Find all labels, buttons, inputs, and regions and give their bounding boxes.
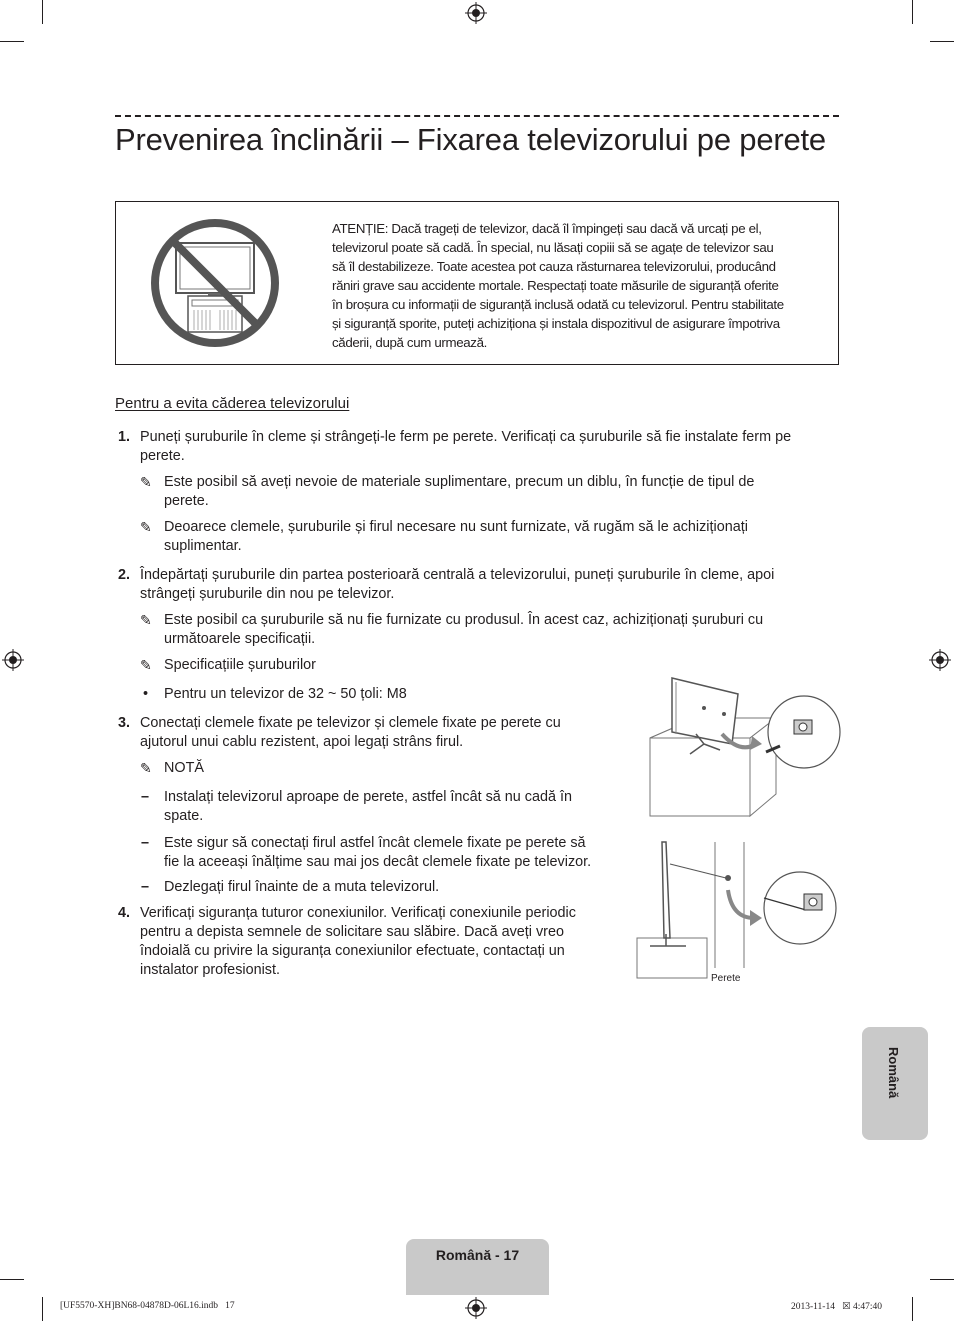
step-number: 2.	[118, 567, 131, 583]
step-text	[140, 428, 840, 466]
crop-mark	[930, 1279, 954, 1280]
note-icon: ✎	[140, 474, 152, 490]
footer-timestamp: 2013-11-14 ☒ 4:47:40	[791, 1302, 883, 1312]
dash-text	[164, 878, 624, 897]
crop-mark	[42, 1297, 43, 1321]
warning-line: televizorul poate să cadă. În special, nu lăsați copiii să se agațe de televizor sau	[332, 240, 774, 255]
registration-mark-icon	[465, 2, 487, 24]
step-number: 1.	[118, 429, 131, 445]
step-line: instalator profesionist.	[140, 962, 280, 978]
note-text	[164, 473, 844, 511]
dash-icon: –	[141, 835, 150, 851]
crop-mark	[42, 0, 43, 24]
crop-mark	[930, 41, 954, 42]
page-number: Română - 17	[435, 1247, 520, 1263]
note-label: NOTĂ	[164, 760, 204, 776]
step-line: pentru a depista semnele de solicitare sau slăbire. Dacă aveți vreo	[140, 924, 564, 940]
dash-line: fie la aceeași înălțime sau mai jos decât clemele fixate pe televizor.	[164, 854, 592, 870]
bullet-icon: •	[143, 686, 149, 702]
crop-mark	[912, 0, 913, 24]
language-side-tab	[862, 1027, 928, 1140]
section-heading: Pentru a evita căderea televizorului	[115, 395, 350, 412]
note-line: Specificațiile șuruburilor	[164, 657, 316, 673]
warning-line: căderii, după cum urmează.	[332, 335, 487, 350]
step-number: 4.	[118, 905, 131, 921]
note-line: suplimentar.	[164, 538, 242, 554]
step-line: Verificați siguranța tuturor conexiunilor. Verificați conexiunile periodic	[140, 905, 576, 921]
warning-line: în broșura cu informații de siguranță inclusă odată cu televizorul. Pentru stabilitate	[332, 297, 784, 312]
step-text	[140, 904, 610, 980]
step-line: Îndepărtați șuruburile din partea posterioară centrală a televizorului, puneți șuruburile în cleme, apoi	[140, 567, 775, 583]
note-line: Deoarece clemele, șuruburile și firul necesare nu sunt furnizate, vă rugăm să le achiziționați	[164, 519, 748, 535]
dash-icon: –	[141, 879, 150, 895]
dash-text	[164, 834, 624, 872]
step-text	[140, 566, 840, 604]
dash-line: spate.	[164, 808, 204, 824]
note-icon: ✎	[140, 612, 152, 628]
registration-mark-icon	[2, 649, 24, 671]
note-line: următoarele specificații.	[164, 631, 316, 647]
warning-line: și siguranță sporite, puteți achiziționa și instala dispozitivul de asigurare împotriva	[332, 316, 780, 331]
bullet-text: Pentru un televizor de 32 ~ 50 țoli: M8	[164, 686, 407, 702]
warning-text	[332, 219, 820, 352]
language-side-tab-label: Română	[886, 1047, 901, 1099]
note-text	[164, 518, 844, 556]
no-tipping-illustration-icon	[148, 216, 282, 350]
dash-line: Dezlegați firul înainte de a muta televizorul.	[164, 879, 440, 895]
figure-caption: Perete	[711, 973, 741, 984]
note-text	[164, 611, 844, 649]
crop-mark	[0, 1279, 24, 1280]
warning-line: răniri grave sau accidente mortale. Respectați toate măsurile de siguranță oferite	[332, 278, 779, 293]
note-line: perete.	[164, 493, 209, 509]
title-rule	[115, 115, 839, 117]
note-icon: ✎	[140, 760, 152, 776]
step-line: Puneți șuruburile în cleme și strângeți-le ferm pe perete. Verificați ca șuruburile să fie instalate ferm pe	[140, 429, 792, 445]
step-line: perete.	[140, 448, 185, 464]
dash-line: Instalați televizorul aproape de perete, astfel încât să nu cadă în	[164, 789, 572, 805]
footer-file-info: [UF5570-XH]BN68-04878D-06L16.indb 17	[60, 1301, 235, 1311]
step-number: 3.	[118, 715, 131, 731]
wall-mount-illustration-icon	[636, 838, 842, 980]
step-line: ajutorul unui cablu rezistent, apoi legați strâns firul.	[140, 734, 464, 750]
step-line: îndoială cu privire la siguranța conexiunilor efectuate, contactați un	[140, 943, 565, 959]
step-line: Conectați clemele fixate pe televizor și clemele fixate pe perete cu	[140, 715, 561, 731]
dash-icon: –	[141, 789, 150, 805]
step-line: strângeți șuruburile din nou pe televizor.	[140, 586, 395, 602]
page-number-tab	[406, 1239, 549, 1295]
note-text	[164, 656, 564, 675]
warning-line: să îl destabilizeze. Toate acestea pot cauza răsturnarea televizorului, producând	[332, 259, 776, 274]
tv-bracket-illustration-icon	[620, 672, 842, 822]
registration-mark-icon	[465, 1297, 487, 1319]
crop-mark	[912, 1297, 913, 1321]
registration-mark-icon	[929, 649, 951, 671]
dash-line: Este sigur să conectați firul astfel încât clemele fixate pe perete să	[164, 835, 586, 851]
warning-line: ATENȚIE: Dacă trageți de televizor, dacă îl împingeți sau dacă vă urcați pe el,	[332, 221, 762, 236]
note-line: Este posibil să aveți nevoie de materiale suplimentare, precum un diblu, în funcție de tipul de	[164, 474, 755, 490]
crop-mark	[0, 41, 24, 42]
note-icon: ✎	[140, 657, 152, 673]
page-title: Prevenirea înclinării – Fixarea televizorului pe perete	[115, 122, 826, 157]
note-line: Este posibil ca șuruburile să nu fie furnizate cu produsul. În acest caz, achiziționați șuruburi cu	[164, 612, 764, 628]
note-icon: ✎	[140, 519, 152, 535]
step-text	[140, 714, 610, 752]
dash-text	[164, 788, 624, 826]
